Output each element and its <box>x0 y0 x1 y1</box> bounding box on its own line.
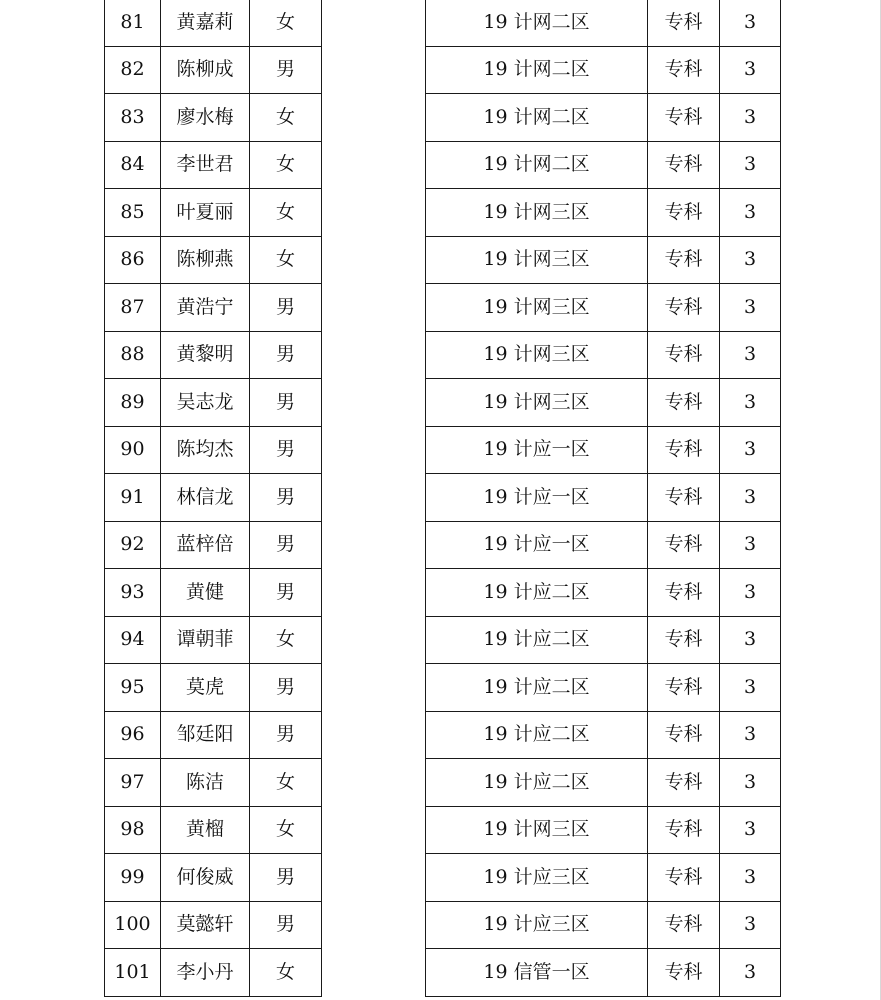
gender-cell: 女 <box>250 141 322 189</box>
class-cell: 19 计网二区 <box>426 46 648 94</box>
row-number-cell: 87 <box>105 284 161 332</box>
table-row <box>105 616 781 664</box>
student-name-cell: 陈柳燕 <box>161 236 250 284</box>
table-row <box>105 949 781 997</box>
blank-cell <box>322 521 426 569</box>
blank-cell <box>322 0 426 46</box>
class-cell: 19 计网三区 <box>426 331 648 379</box>
student-name-cell: 廖水梅 <box>161 94 250 142</box>
row-number-cell: 89 <box>105 379 161 427</box>
blank-cell <box>322 949 426 997</box>
class-cell: 19 信管一区 <box>426 949 648 997</box>
years-cell: 3 <box>720 141 781 189</box>
class-cell: 19 计应一区 <box>426 426 648 474</box>
table-row <box>105 569 781 617</box>
table-row <box>105 426 781 474</box>
blank-cell <box>322 616 426 664</box>
years-cell: 3 <box>720 854 781 902</box>
education-level-cell: 专科 <box>648 331 720 379</box>
table-row <box>105 0 781 46</box>
table-row <box>105 664 781 712</box>
class-cell: 19 计网三区 <box>426 236 648 284</box>
roster-body <box>105 0 781 996</box>
years-cell: 3 <box>720 379 781 427</box>
student-name-cell: 陈柳成 <box>161 46 250 94</box>
years-cell: 3 <box>720 711 781 759</box>
years-cell: 3 <box>720 901 781 949</box>
table-row <box>105 806 781 854</box>
row-number-cell: 90 <box>105 426 161 474</box>
years-cell: 3 <box>720 236 781 284</box>
class-cell: 19 计网三区 <box>426 806 648 854</box>
blank-cell <box>322 806 426 854</box>
table-row <box>105 711 781 759</box>
row-number-cell: 98 <box>105 806 161 854</box>
years-cell: 3 <box>720 189 781 237</box>
blank-cell <box>322 759 426 807</box>
student-name-cell: 谭朝菲 <box>161 616 250 664</box>
education-level-cell: 专科 <box>648 664 720 712</box>
blank-cell <box>322 189 426 237</box>
row-number-cell: 94 <box>105 616 161 664</box>
blank-cell <box>322 664 426 712</box>
row-number-cell: 85 <box>105 189 161 237</box>
blank-cell <box>322 854 426 902</box>
student-name-cell: 陈洁 <box>161 759 250 807</box>
class-cell: 19 计应一区 <box>426 474 648 522</box>
student-name-cell: 何俊威 <box>161 854 250 902</box>
row-number-cell: 95 <box>105 664 161 712</box>
class-cell: 19 计网二区 <box>426 94 648 142</box>
education-level-cell: 专科 <box>648 236 720 284</box>
years-cell: 3 <box>720 94 781 142</box>
years-cell: 3 <box>720 474 781 522</box>
student-name-cell: 黄榴 <box>161 806 250 854</box>
blank-cell <box>322 379 426 427</box>
student-name-cell: 李小丹 <box>161 949 250 997</box>
class-cell: 19 计应三区 <box>426 901 648 949</box>
row-number-cell: 92 <box>105 521 161 569</box>
education-level-cell: 专科 <box>648 521 720 569</box>
education-level-cell: 专科 <box>648 46 720 94</box>
student-name-cell: 黄黎明 <box>161 331 250 379</box>
student-name-cell: 李世君 <box>161 141 250 189</box>
class-cell: 19 计应二区 <box>426 569 648 617</box>
table-row <box>105 521 781 569</box>
student-name-cell: 莫懿轩 <box>161 901 250 949</box>
blank-cell <box>322 711 426 759</box>
student-name-cell: 叶夏丽 <box>161 189 250 237</box>
class-cell: 19 计网三区 <box>426 189 648 237</box>
class-cell: 19 计应一区 <box>426 521 648 569</box>
education-level-cell: 专科 <box>648 141 720 189</box>
table-row <box>105 759 781 807</box>
gender-cell: 男 <box>250 569 322 617</box>
table-row <box>105 379 781 427</box>
gender-cell: 女 <box>250 806 322 854</box>
student-name-cell: 吴志龙 <box>161 379 250 427</box>
education-level-cell: 专科 <box>648 94 720 142</box>
gender-cell: 男 <box>250 284 322 332</box>
education-level-cell: 专科 <box>648 284 720 332</box>
row-number-cell: 84 <box>105 141 161 189</box>
table-row <box>105 854 781 902</box>
gender-cell: 男 <box>250 379 322 427</box>
student-name-cell: 陈均杰 <box>161 426 250 474</box>
gender-cell: 男 <box>250 474 322 522</box>
table-row <box>105 901 781 949</box>
class-cell: 19 计网二区 <box>426 0 648 46</box>
blank-cell <box>322 474 426 522</box>
student-name-cell: 邹廷阳 <box>161 711 250 759</box>
row-number-cell: 96 <box>105 711 161 759</box>
class-cell: 19 计应二区 <box>426 664 648 712</box>
years-cell: 3 <box>720 331 781 379</box>
years-cell: 3 <box>720 664 781 712</box>
row-number-cell: 83 <box>105 94 161 142</box>
blank-cell <box>322 901 426 949</box>
table-row <box>105 474 781 522</box>
gender-cell: 女 <box>250 236 322 284</box>
years-cell: 3 <box>720 521 781 569</box>
row-number-cell: 101 <box>105 949 161 997</box>
row-number-cell: 86 <box>105 236 161 284</box>
gender-cell: 男 <box>250 426 322 474</box>
student-name-cell: 黄嘉莉 <box>161 0 250 46</box>
class-cell: 19 计网三区 <box>426 379 648 427</box>
blank-cell <box>322 426 426 474</box>
education-level-cell: 专科 <box>648 806 720 854</box>
years-cell: 3 <box>720 759 781 807</box>
row-number-cell: 81 <box>105 0 161 46</box>
education-level-cell: 专科 <box>648 901 720 949</box>
education-level-cell: 专科 <box>648 949 720 997</box>
table-row <box>105 141 781 189</box>
row-number-cell: 93 <box>105 569 161 617</box>
blank-cell <box>322 569 426 617</box>
years-cell: 3 <box>720 426 781 474</box>
gender-cell: 男 <box>250 901 322 949</box>
gender-cell: 男 <box>250 664 322 712</box>
gender-cell: 女 <box>250 759 322 807</box>
student-name-cell: 林信龙 <box>161 474 250 522</box>
blank-cell <box>322 46 426 94</box>
table-row <box>105 94 781 142</box>
class-cell: 19 计网三区 <box>426 284 648 332</box>
blank-cell <box>322 236 426 284</box>
years-cell: 3 <box>720 46 781 94</box>
years-cell: 3 <box>720 569 781 617</box>
student-name-cell: 黄浩宁 <box>161 284 250 332</box>
row-number-cell: 99 <box>105 854 161 902</box>
class-cell: 19 计应二区 <box>426 616 648 664</box>
years-cell: 3 <box>720 616 781 664</box>
row-number-cell: 97 <box>105 759 161 807</box>
table-row <box>105 236 781 284</box>
table-row <box>105 284 781 332</box>
gender-cell: 女 <box>250 949 322 997</box>
education-level-cell: 专科 <box>648 474 720 522</box>
gender-cell: 女 <box>250 94 322 142</box>
years-cell: 3 <box>720 806 781 854</box>
gender-cell: 男 <box>250 854 322 902</box>
education-level-cell: 专科 <box>648 711 720 759</box>
gender-cell: 男 <box>250 46 322 94</box>
class-cell: 19 计应二区 <box>426 711 648 759</box>
row-number-cell: 100 <box>105 901 161 949</box>
education-level-cell: 专科 <box>648 189 720 237</box>
student-name-cell: 莫虎 <box>161 664 250 712</box>
education-level-cell: 专科 <box>648 759 720 807</box>
education-level-cell: 专科 <box>648 854 720 902</box>
years-cell: 3 <box>720 0 781 46</box>
gender-cell: 男 <box>250 521 322 569</box>
education-level-cell: 专科 <box>648 569 720 617</box>
student-roster-table <box>104 0 781 997</box>
education-level-cell: 专科 <box>648 0 720 46</box>
blank-cell <box>322 284 426 332</box>
blank-cell <box>322 141 426 189</box>
blank-cell <box>322 331 426 379</box>
education-level-cell: 专科 <box>648 616 720 664</box>
row-number-cell: 91 <box>105 474 161 522</box>
education-level-cell: 专科 <box>648 379 720 427</box>
student-name-cell: 蓝梓倍 <box>161 521 250 569</box>
gender-cell: 女 <box>250 189 322 237</box>
education-level-cell: 专科 <box>648 426 720 474</box>
row-number-cell: 88 <box>105 331 161 379</box>
years-cell: 3 <box>720 949 781 997</box>
blank-cell <box>322 94 426 142</box>
table-row <box>105 46 781 94</box>
table-row <box>105 189 781 237</box>
gender-cell: 女 <box>250 616 322 664</box>
gender-cell: 男 <box>250 331 322 379</box>
class-cell: 19 计应三区 <box>426 854 648 902</box>
table-row <box>105 331 781 379</box>
class-cell: 19 计网二区 <box>426 141 648 189</box>
class-cell: 19 计应二区 <box>426 759 648 807</box>
gender-cell: 女 <box>250 0 322 46</box>
student-name-cell: 黄健 <box>161 569 250 617</box>
gender-cell: 男 <box>250 711 322 759</box>
row-number-cell: 82 <box>105 46 161 94</box>
years-cell: 3 <box>720 284 781 332</box>
